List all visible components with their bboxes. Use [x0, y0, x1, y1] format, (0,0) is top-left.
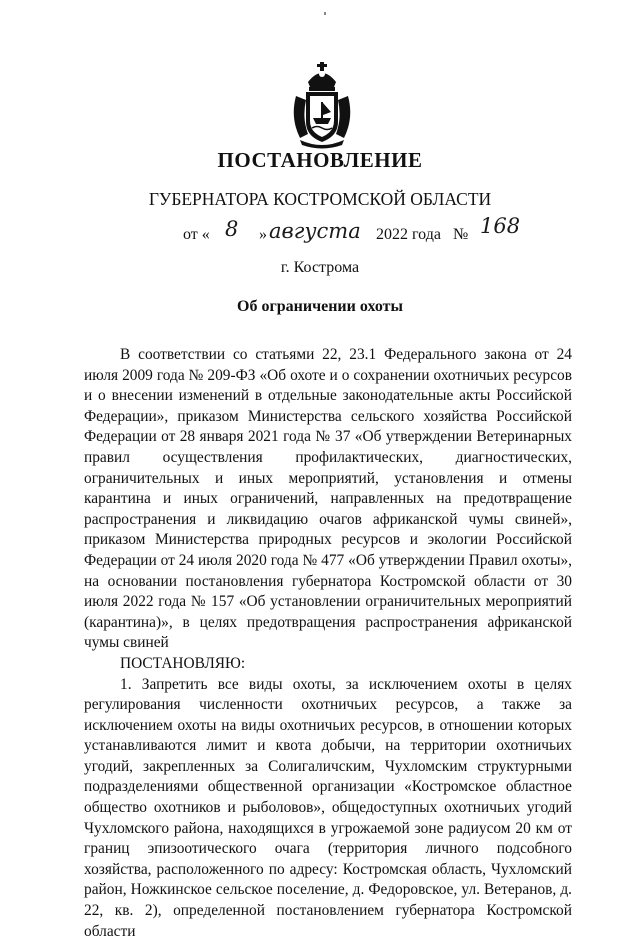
handwritten-day: 8 — [225, 217, 238, 241]
coat-of-arms-emblem — [286, 60, 358, 150]
date-from-label: от « — [183, 226, 210, 244]
document-body — [84, 345, 572, 942]
issuer-title: ГУБЕРНАТОРА КОСТРОМСКОЙ ОБЛАСТИ — [0, 189, 640, 210]
clause-1-paragraph: 1. Запретить все виды охоты, за исключением охоты в целях регулирования численности охотничьих ресурсов, а также за исключением охоты на виды охотничьих ресурсов, в отношении которых устанавливаются лимит и квота добычи, на территории охотничьих угодий, закрепленных за Солигаличским, Чухломским структурными подразделениями общественной организации «Костромское областное общество охотников и рыболовов», общедоступных охотничьих угодий Чухломского района, находящихся в угрожаемой зоне радиусом 20 км от границ эпизоотического очага (территория личного подсобного хозяйства, расположенного по адресу: Костромская область, Чухломский район, Ножкинское сельское поселение, д. Федоровское, ул. Ветеранов, д. 22, кв. 2), определенной постановлением губернатора Костромской области — [84, 675, 572, 942]
document-subject: Об ограничении охоты — [0, 298, 640, 316]
decree-word: ПОСТАНОВЛЯЮ: — [84, 654, 572, 675]
issue-city: г. Кострома — [0, 259, 640, 277]
preamble-paragraph: В соответствии со статьями 22, 23.1 Федерального закона от 24 июля 2009 года № 209-ФЗ «Об охоте и о сохранении охотничьих ресурсов и о внесении изменений в отдельные законодательные акты Российской Федерации», приказом Министерства сельского хозяйства Российской Федерации от 28 января 2021 года № 37 «Об утверждении Ветеринарных правил осуществления профилактических, диагностических, ограничительных и иных мероприятий, установления и отмены карантина и иных ограничений, направленных на предотвращение распространения и ликвидацию очагов африканской чумы свиней», приказом Министерства природных ресурсов и экологии Российской Федерации от 24 июля 2020 года № 477 «Об утверждении Правил охоты», на основании постановления губернатора Костромской области от 30 июля 2022 года № 157 «Об установлении ограничительных мероприятий (карантина)», в целях предотвращения распространения африканской чумы свиней — [84, 345, 572, 654]
date-close-quote: » — [259, 226, 267, 244]
scan-mark — [324, 12, 326, 15]
number-sign: № — [453, 226, 468, 244]
handwritten-month: августа — [269, 219, 361, 243]
handwritten-number: 168 — [480, 214, 520, 238]
document-title: ПОСТАНОВЛЕНИЕ — [0, 148, 640, 173]
date-year: 2022 года — [376, 226, 441, 244]
